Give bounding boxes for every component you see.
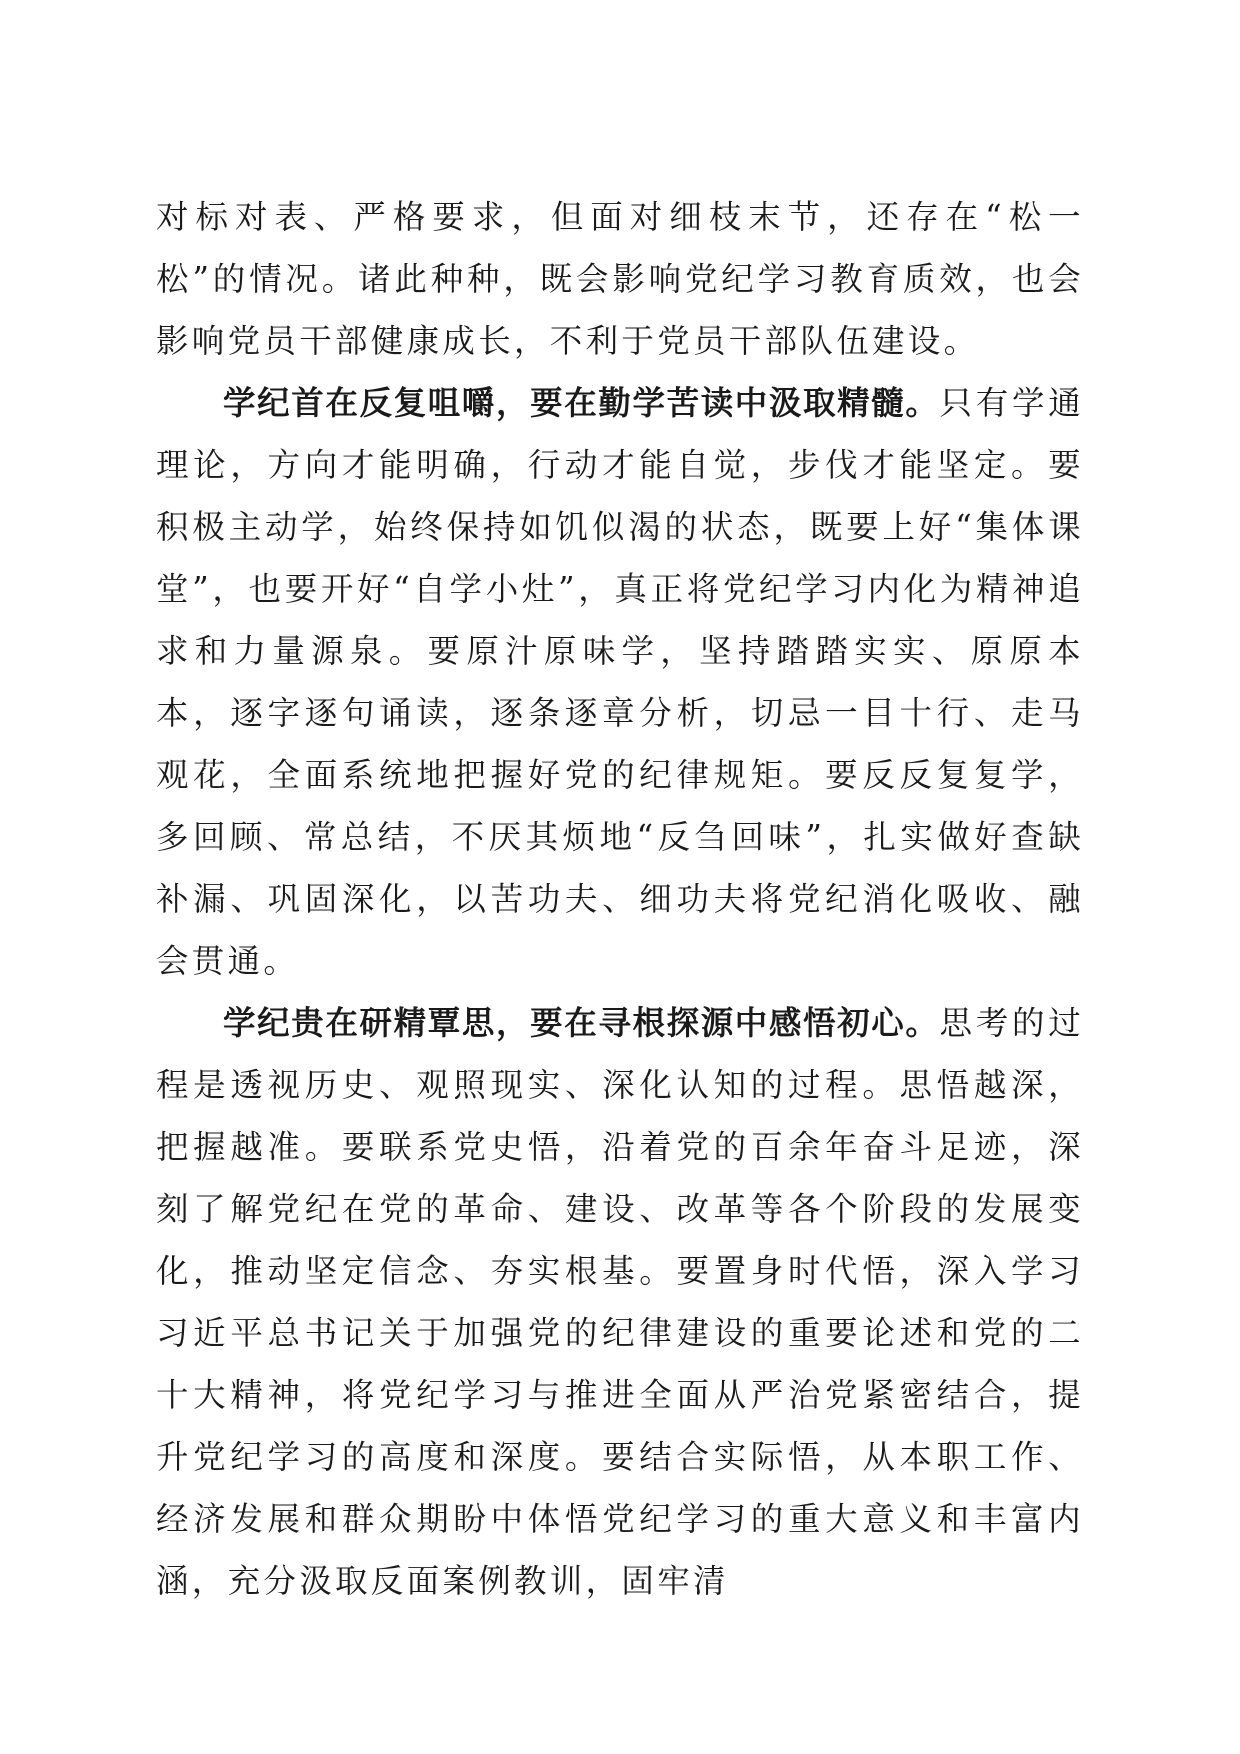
paragraph-study-deeply xyxy=(156,992,1084,1612)
paragraph-text: 只有学通理论，方向才能明确，行动才能自觉，步伐才能坚定。要积极主动学，始终保持如饥似渴的状态，既要上好“集体课堂”，也要开好“自学小灶”，真正将党纪学习内化为精神追求和力量源泉。要原汁原味学，坚持踏踏实实、原原本本，逐字逐句诵读，逐条逐章分析，切忌一目十行、走马观花，全面系统地把握好党的纪律规矩。要反反复复学，多回顾、常总结，不厌其烦地“反刍回味”，扎实做好查缺补漏、巩固深化，以苦功夫、细功夫将党纪消化吸收、融会贯通。 xyxy=(156,384,1085,980)
paragraph-continuation xyxy=(156,186,1084,372)
paragraph-text: 思考的过程是透视历史、观照现实、深化认知的过程。思悟越深，把握越准。要联系党史悟，沿着党的百余年奋斗足迹，深刻了解党纪在党的革命、建设、改革等各个阶段的发展变化，推动坚定信念、夯实根基。要置身时代悟，深入学习习近平总书记关于加强党的纪律建设的重要论述和党的二十大精神，将党纪学习与推进全面从严治党紧密结合，提升党纪学习的高度和深度。要结合实际悟，从本职工作、经济发展和群众期盼中体悟党纪学习的重大意义和丰富内涵，充分汲取反面案例教训，固牢清 xyxy=(156,1004,1085,1600)
document-body xyxy=(156,186,1084,1612)
paragraph-study-repeatedly xyxy=(156,372,1084,992)
paragraph-lead-sentence: 学纪首在反复咀嚼，要在勤学苦读中汲取精髓。 xyxy=(223,384,940,422)
paragraph-lead-sentence: 学纪贵在研精覃思，要在寻根探源中感悟初心。 xyxy=(223,1004,940,1042)
paragraph-text: 对标对表、严格要求，但面对细枝末节，还存在“松一松”的情况。诸此种种，既会影响党纪学习教育质效，也会影响党员干部健康成长，不利于党员干部队伍建设。 xyxy=(156,198,1084,360)
